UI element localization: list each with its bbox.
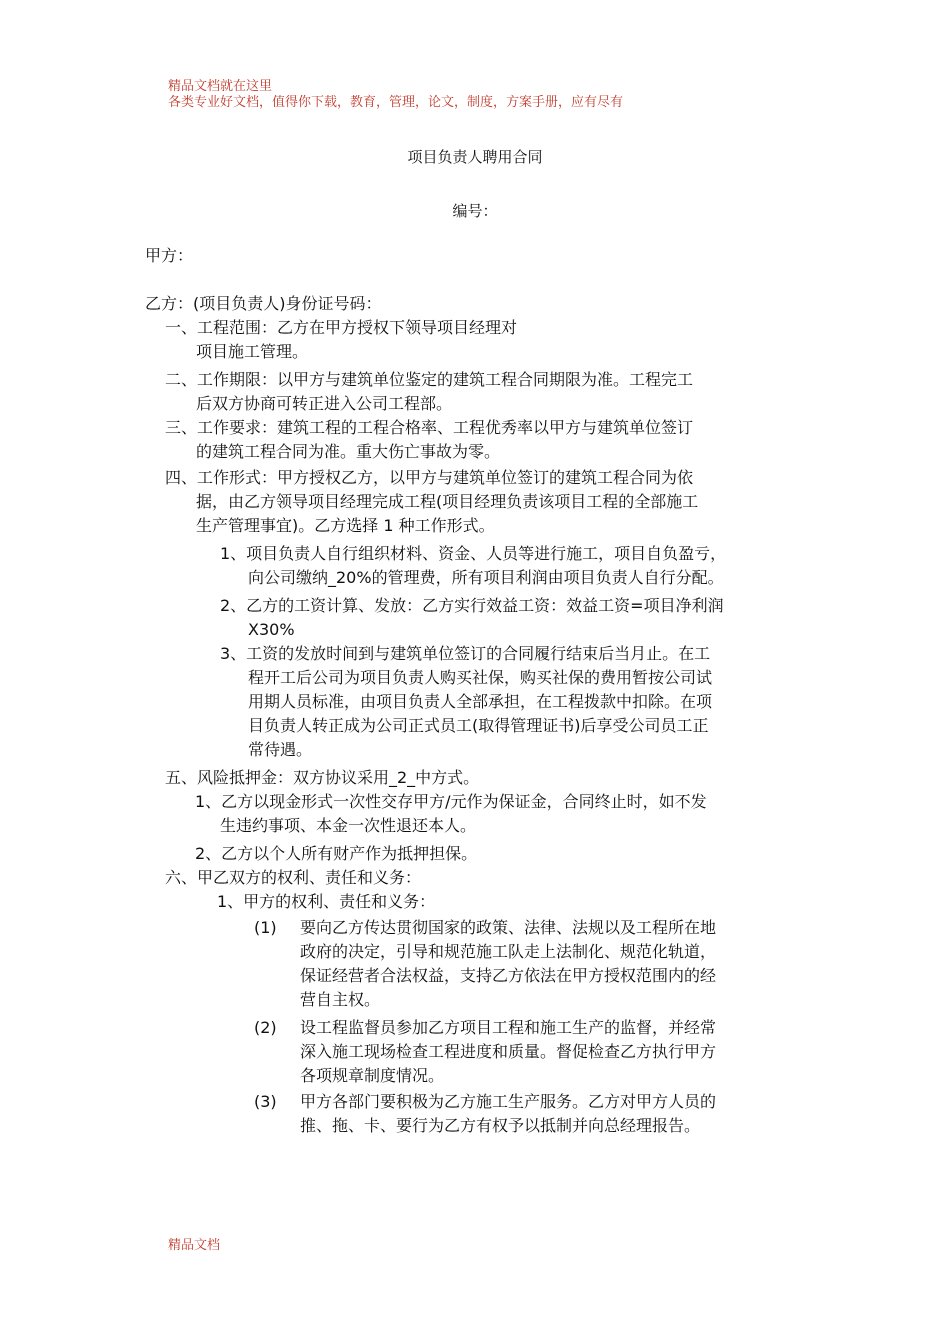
section-4-item-1-line-2: 向公司缴纳_20%的管理费，所有项目利润由项目负责人自行分配。 bbox=[248, 568, 724, 587]
section-4-item-3 bbox=[220, 642, 712, 762]
section-5-item-2: 2、乙方以个人所有财产作为抵押担保。 bbox=[195, 844, 478, 863]
section-2-line-1: 二、工作期限：以甲方与建筑单位鉴定的建筑工程合同期限为准。工程完工 bbox=[165, 370, 694, 389]
section-2 bbox=[165, 368, 693, 416]
section-6-sub-2-line-3: 各项规章制度情况。 bbox=[300, 1066, 445, 1085]
section-4-line-1: 四、工作形式：甲方授权乙方，以甲方与建筑单位签订的建筑工程合同为依 bbox=[165, 468, 694, 487]
header-line-2: 各类专业好文档，值得你下载，教育，管理，论文，制度，方案手册，应有尽有 bbox=[168, 95, 624, 110]
section-1 bbox=[165, 316, 517, 364]
section-6-sub-1-line-4: 营自主权。 bbox=[300, 990, 381, 1009]
section-6-sub-1-line-1: 要向乙方传达贯彻国家的政策、法律、法规以及工程所在地 bbox=[300, 918, 717, 937]
section-6-sub-1 bbox=[300, 916, 716, 1012]
footer-text: 精品文档 bbox=[168, 1238, 221, 1253]
section-6-sub-2 bbox=[300, 1016, 716, 1088]
section-6-sub-1-number: (1) bbox=[254, 918, 277, 937]
section-1-line-2: 项目施工管理。 bbox=[196, 342, 309, 361]
section-6-sub-1-line-3: 保证经营者合法权益，支持乙方依法在甲方授权范围内的经 bbox=[300, 966, 717, 985]
section-6-line-1: 六、甲乙双方的权利、责任和义务： bbox=[165, 868, 422, 887]
section-3-line-2: 的建筑工程合同为准。重大伤亡事故为零。 bbox=[196, 442, 501, 461]
section-2-line-2: 后双方协商可转正进入公司工程部。 bbox=[196, 394, 453, 413]
section-4-item-1-line-1: 1、项目负责人自行组织材料、资金、人员等进行施工，项目自负盈亏， bbox=[220, 544, 727, 563]
section-4-item-2 bbox=[220, 594, 724, 642]
section-6-sub-3-line-2: 推、拖、卡、要行为乙方有权予以抵制并向总经理报告。 bbox=[300, 1116, 701, 1135]
document-title: 项目负责人聘用合同 bbox=[407, 148, 543, 166]
section-4-item-3-line-1: 3、工资的发放时间到与建筑单位签订的合同履行结束后当月止。在工 bbox=[220, 644, 711, 663]
section-6-item-1: 1、甲方的权利、责任和义务： bbox=[217, 892, 436, 911]
section-5-item-1 bbox=[195, 790, 707, 838]
section-4 bbox=[165, 466, 698, 538]
party-a-line: 甲方： bbox=[145, 246, 194, 265]
section-5-item-1-line-2: 生违约事项、本金一次性退还本人。 bbox=[220, 816, 477, 835]
section-6-sub-3-line-1: 甲方各部门要积极为乙方施工生产服务。乙方对甲方人员的 bbox=[300, 1092, 717, 1111]
header-line-1: 精品文档就在这里 bbox=[168, 79, 273, 94]
section-6-sub-1-line-2: 政府的决定，引导和规范施工队走上法制化、规范化轨道， bbox=[300, 942, 717, 961]
section-4-item-3-line-5: 常待遇。 bbox=[248, 740, 313, 759]
party-b-line: 乙方：(项目负责人)身份证号码： bbox=[145, 294, 382, 313]
section-4-item-1 bbox=[220, 542, 726, 590]
section-6-sub-2-line-1: 设工程监督员参加乙方项目工程和施工生产的监督，并经常 bbox=[300, 1018, 717, 1037]
section-4-item-2-line-1: 2、乙方的工资计算、发放：乙方实行效益工资：效益工资=项目净利润 bbox=[220, 596, 724, 615]
contract-number-label: 编号： bbox=[452, 202, 498, 220]
section-3 bbox=[165, 416, 693, 464]
section-6-sub-3 bbox=[300, 1090, 716, 1138]
section-4-item-3-line-2: 程开工后公司为项目负责人购买社保，购买社保的费用暂按公司试 bbox=[248, 668, 713, 687]
section-4-item-2-line-2: X30% bbox=[248, 620, 295, 639]
section-5-item-1-line-1: 1、乙方以现金形式一次性交存甲方/元作为保证金，合同终止时，如不发 bbox=[195, 792, 707, 811]
section-5-line-1: 五、风险抵押金：双方协议采用_2_中方式。 bbox=[165, 768, 480, 787]
section-3-line-1: 三、工作要求：建筑工程的工程合格率、工程优秀率以甲方与建筑单位签订 bbox=[165, 418, 694, 437]
section-4-line-2: 据，由乙方领导项目经理完成工程(项目经理负责该项目工程的全部施工 bbox=[196, 492, 699, 511]
section-4-item-3-line-3: 用期人员标准，由项目负责人全部承担，在工程拨款中扣除。在项 bbox=[248, 692, 713, 711]
section-6-sub-3-number: (3) bbox=[254, 1092, 277, 1111]
section-4-item-3-line-4: 目负责人转正成为公司正式员工(取得管理证书)后享受公司员工正 bbox=[248, 716, 709, 735]
section-6-sub-2-number: (2) bbox=[254, 1018, 277, 1037]
section-6-sub-2-line-2: 深入施工现场检查工程进度和质量。督促检查乙方执行甲方 bbox=[300, 1042, 717, 1061]
section-4-line-3: 生产管理事宜)。乙方选择 1 种工作形式。 bbox=[196, 516, 495, 535]
section-1-line-1: 一、工程范围：乙方在甲方授权下领导项目经理对 bbox=[165, 318, 518, 337]
